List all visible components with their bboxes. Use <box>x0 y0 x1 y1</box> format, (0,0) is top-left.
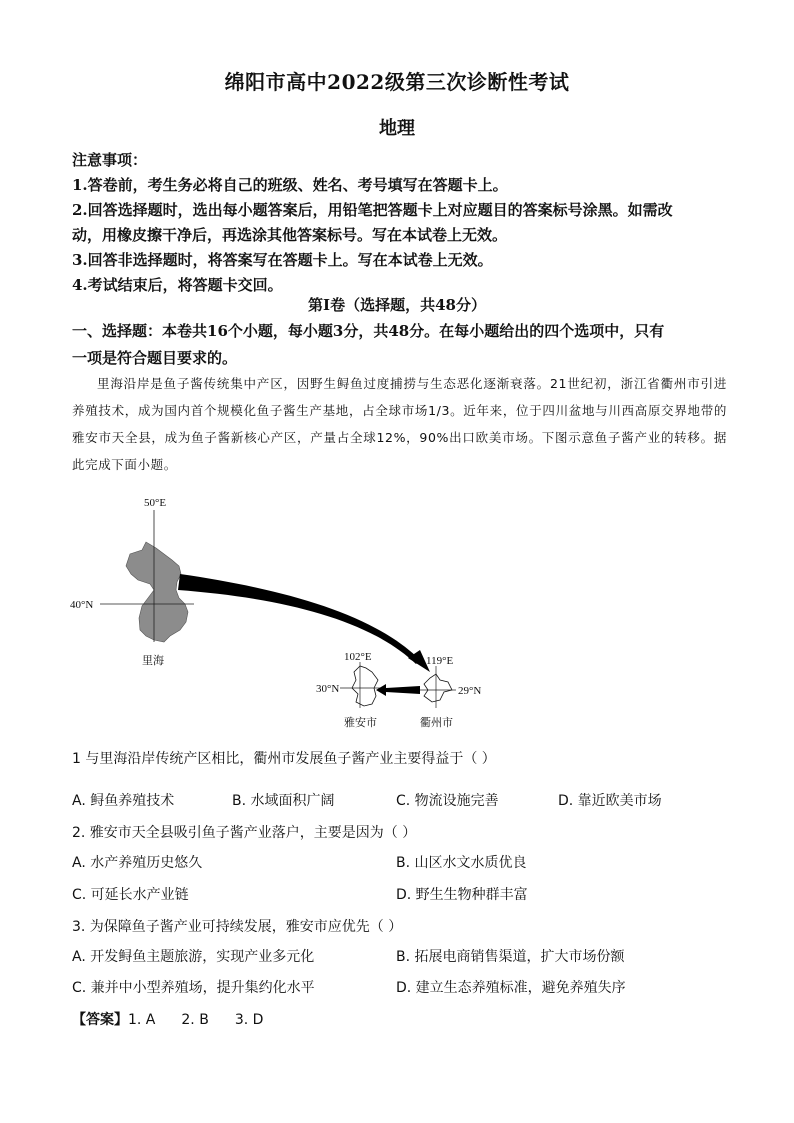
note-item: 4.考试结束后，将答题卡交回。 <box>72 276 283 294</box>
notes-heading: 注意事项： <box>72 151 148 169</box>
part-instructions <box>72 318 727 372</box>
note-item: 动，用橡皮擦干净后，再选涂其他答案标号。写在本试卷上无效。 <box>72 226 508 244</box>
q2-option-d[interactable]: D. 野生生物种群丰富 <box>396 887 528 903</box>
answer-item: 3. D <box>234 1012 264 1028</box>
exam-notes <box>72 148 727 298</box>
q3-option-b[interactable]: B. 拓展电商销售渠道，扩大市场份额 <box>396 949 625 965</box>
label-29n: 29°N <box>458 685 482 697</box>
label-yaan: 雅安市 <box>344 717 377 729</box>
industry-transfer-map <box>64 494 504 739</box>
q3-option-d[interactable]: D. 建立生态养殖标准，避免养殖失序 <box>396 980 626 996</box>
caspian-sea-shape <box>126 542 188 642</box>
note-item: 2.回答选择题时，选出每小题答案后，用铅笔把答题卡上对应题目的答案标号涂黑。如需改 <box>72 201 673 219</box>
q1-option-b[interactable]: B. 水域面积广阔 <box>232 793 335 809</box>
question-2-stem: 2. 雅安市天全县吸引鱼子酱产业落户，主要是因为（ ） <box>72 825 417 841</box>
q3-option-a[interactable]: A. 开发鲟鱼主题旅游，实现产业多元化 <box>72 949 315 965</box>
label-caspian: 里海 <box>142 655 164 667</box>
q2-option-c[interactable]: C. 可延长水产业链 <box>72 887 189 903</box>
question-3-stem: 3. 为保障鱼子酱产业可持续发展，雅安市应优先（ ） <box>72 919 403 935</box>
answer-item: 1. A <box>128 1012 156 1028</box>
q1-option-d[interactable]: D. 靠近欧美市场 <box>558 793 662 809</box>
answer-line <box>72 1009 263 1029</box>
yaan-shape <box>352 666 378 706</box>
exam-title: 绵阳市高中2022级第三次诊断性考试 <box>224 70 570 94</box>
transfer-arrow-quzhou-yaan <box>376 684 420 696</box>
label-119e: 119°E <box>426 655 454 667</box>
q1-option-a[interactable]: A. 鲟鱼养殖技术 <box>72 793 175 809</box>
q3-option-c[interactable]: C. 兼并中小型养殖场，提升集约化水平 <box>72 980 315 996</box>
label-quzhou: 衢州市 <box>420 717 453 729</box>
label-50e: 50°E <box>144 497 167 509</box>
q1-option-c[interactable]: C. 物流设施完善 <box>396 793 499 809</box>
question-1-stem: 1 与里海沿岸传统产区相比，衢州市发展鱼子酱产业主要得益于（ ） <box>72 751 496 767</box>
part-line: 一、选择题：本卷共16个小题，每小题3分，共48分。在每小题给出的四个选项中，只有 <box>72 322 665 340</box>
note-item: 3.回答非选择题时，将答案写在答题卡上。写在本试卷上无效。 <box>72 251 493 269</box>
subject-title: 地理 <box>379 118 415 139</box>
part-line: 一项是符合题目要求的。 <box>72 349 238 367</box>
note-item: 1.答卷前，考生务必将自己的班级、姓名、考号填写在答题卡上。 <box>72 176 508 194</box>
answer-item: 2. B <box>181 1012 209 1028</box>
answer-tag: 【答案】 <box>72 1012 128 1028</box>
reading-passage: 里海沿岸是鱼子酱传统集中产区，因野生鲟鱼过度捕捞与生态恶化逐渐衰落。21世纪初，浙江省衢州市引进养殖技术，成为国内首个规模化鱼子酱生产基地，占全球市场1/3。近年来，位于四川盆地与川西高原交界地带的雅安市天全县，成为鱼子酱新核心产区，产量占全球12%，90%出口欧美市场。下图示意鱼子酱产业的转移。据此完成下面小题。 <box>72 376 727 472</box>
q2-option-a[interactable]: A. 水产养殖历史悠久 <box>72 855 203 871</box>
section-title: 第Ⅰ卷（选择题，共48分） <box>308 296 486 314</box>
label-30n: 30°N <box>316 683 340 695</box>
label-40n: 40°N <box>70 599 94 611</box>
q2-option-b[interactable]: B. 山区水文水质优良 <box>396 855 527 871</box>
label-102e: 102°E <box>344 651 372 663</box>
transfer-arrow-caspian-quzhou <box>178 574 420 664</box>
quzhou-shape <box>424 674 452 702</box>
